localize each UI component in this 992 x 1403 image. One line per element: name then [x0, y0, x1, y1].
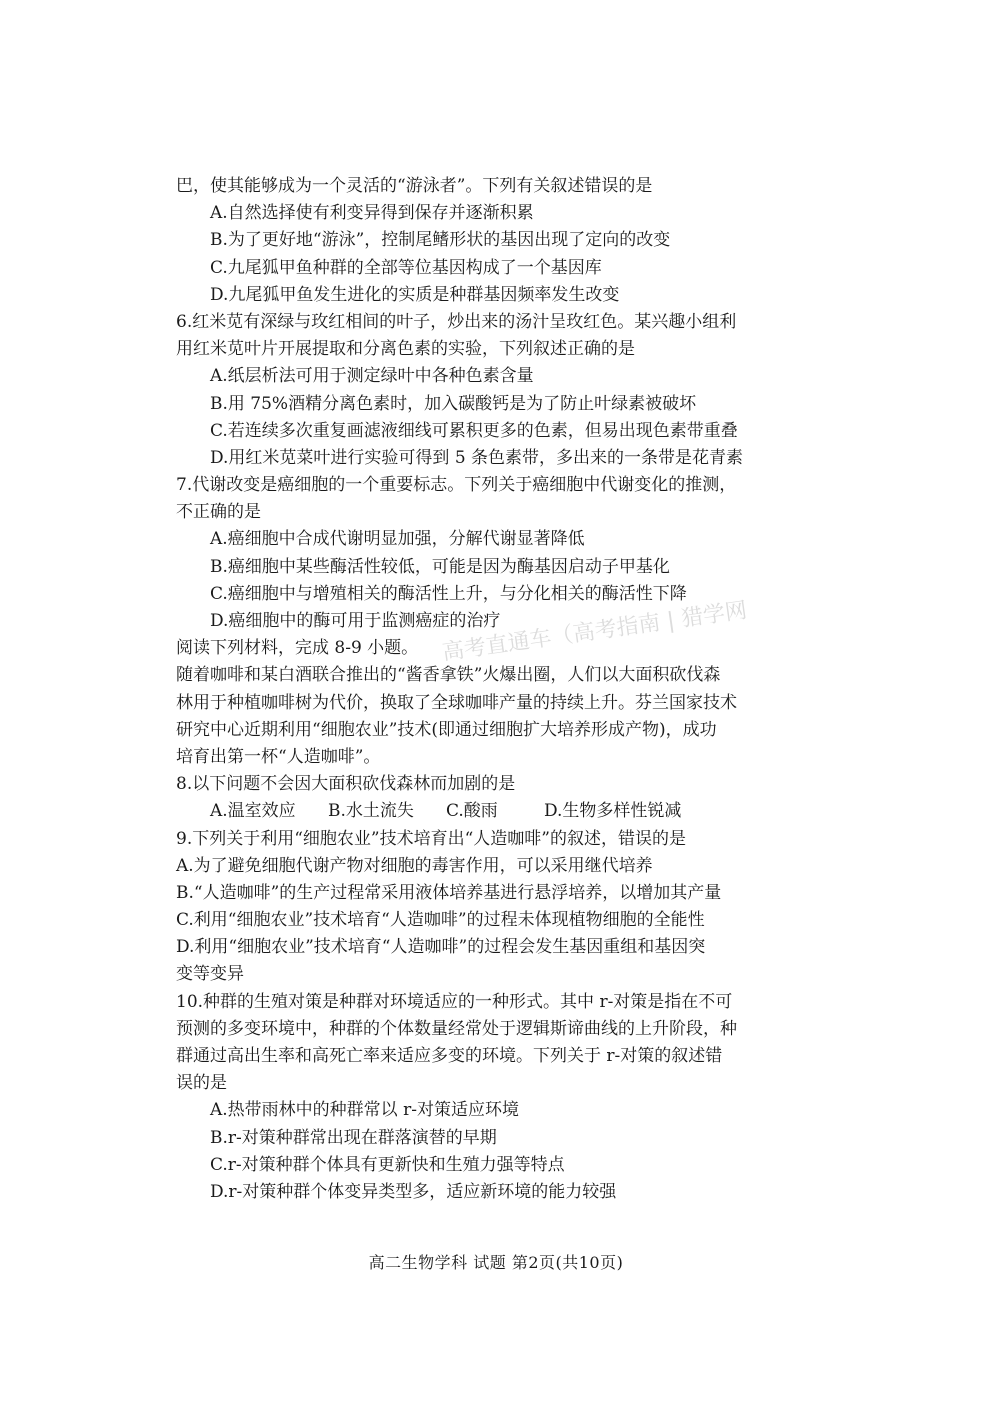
text-line: A.热带雨林中的种群常以 r-对策适应环境: [210, 1100, 519, 1121]
text-line: 随着咖啡和某白酒联合推出的“酱香拿铁”火爆出圈，人们以大面积砍伐森: [176, 665, 721, 686]
text-line: 8.以下问题不会因大面积砍伐森林而加剧的是: [176, 774, 516, 795]
text-line: 用红米苋叶片开展提取和分离色素的实验，下列叙述正确的是: [176, 339, 635, 360]
text-line: C.利用“细胞农业”技术培育“人造咖啡”的过程未体现植物细胞的全能性: [176, 910, 705, 931]
text-line: 9.下列关于利用“细胞农业”技术培育出“人造咖啡”的叙述，错误的是: [176, 828, 686, 849]
text-line: D.用红米苋菜叶进行实验可得到 5 条色素带，多出来的一条带是花青素: [210, 447, 744, 468]
text-line: 巴，使其能够成为一个灵活的“游泳者”。下列有关叙述错误的是: [176, 176, 653, 196]
text-line: 变等变异: [176, 964, 244, 985]
option-label: C.酸雨: [446, 801, 498, 822]
text-line: A.为了避免细胞代谢产物对细胞的毒害作用，可以采用继代培养: [176, 855, 653, 876]
text-line: 培育出第一杯“人造咖啡”。: [176, 746, 381, 767]
text-line: B.r-对策种群常出现在群落演替的早期: [210, 1127, 497, 1148]
option-label: A.温室效应: [210, 801, 296, 822]
page-footer: 高二生物学科 试题 第2页(共10页): [368, 1253, 624, 1272]
text-line: 阅读下列材料，完成 8-9 小题。: [176, 638, 419, 659]
watermark: 高考直通车（高考指南 | 猎学网: [440, 598, 749, 666]
text-line: B.为了更好地“游泳”，控制尾鳍形状的基因出现了定向的改变: [210, 230, 671, 251]
text-line: C.r-对策种群个体具有更新快和生殖力强等特点: [210, 1154, 565, 1175]
option-label: D.生物多样性锐减: [544, 801, 682, 822]
text-line: C.癌细胞中与增殖相关的酶活性上升，与分化相关的酶活性下降: [210, 583, 687, 604]
text-line: C.九尾狐甲鱼种群的全部等位基因构成了一个基因库: [210, 257, 602, 278]
text-line: D.利用“细胞农业”技术培育“人造咖啡”的过程会发生基因重组和基因突: [176, 937, 706, 958]
text-line: 7.代谢改变是癌细胞的一个重要标志。下列关于癌细胞中代谢变化的推测，: [176, 475, 737, 496]
text-line: B.用 75%酒精分离色素时，加入碳酸钙是为了防止叶绿素被破坏: [210, 393, 697, 414]
text-line: 不正确的是: [176, 502, 261, 523]
text-line: D.癌细胞中的酶可用于监测癌症的治疗: [210, 611, 501, 631]
text-line: C.若连续多次重复画滤液细线可累积更多的色素，但易出现色素带重叠: [210, 420, 738, 441]
text-line: D.r-对策种群个体变异类型多，适应新环境的能力较强: [210, 1181, 617, 1202]
text-line: 研究中心近期利用“细胞农业”技术(即通过细胞扩大培养形成产物)，成功: [176, 719, 717, 740]
option-label: B.水土流失: [328, 801, 414, 822]
text-line: 误的是: [176, 1073, 227, 1094]
text-line: A.癌细胞中合成代谢明显加强，分解代谢显著降低: [210, 529, 585, 550]
text-line: A.纸层析法可用于测定绿叶中各种色素含量: [210, 366, 534, 387]
text-line: 群通过高出生率和高死亡率来适应多变的环境。下列关于 r-对策的叙述错: [176, 1046, 723, 1066]
page-content: [176, 173, 816, 1206]
text-line: 林用于种植咖啡树为代价，换取了全球咖啡产量的持续上升。芬兰国家技术: [176, 692, 737, 713]
text-line: [176, 798, 816, 825]
text-line: B.癌细胞中某些酶活性较低，可能是因为酶基因启动子甲基化: [210, 556, 670, 577]
text-line: D.九尾狐甲鱼发生进化的实质是种群基因频率发生改变: [210, 284, 620, 305]
text-line: B.“人造咖啡”的生产过程常采用液体培养基进行悬浮培养，以增加其产量: [176, 882, 722, 903]
text-line: 10.种群的生殖对策是种群对环境适应的一种形式。其中 r-对策是指在不可: [176, 991, 733, 1012]
text-line: 6.红米苋有深绿与玫红相间的叶子，炒出来的汤汁呈玫红色。某兴趣小组利: [176, 311, 737, 332]
text-line: A.自然选择使有利变异得到保存并逐渐积累: [210, 203, 534, 224]
text-line: 预测的多变环境中，种群的个体数量经常处于逻辑斯谛曲线的上升阶段，种: [176, 1018, 737, 1039]
